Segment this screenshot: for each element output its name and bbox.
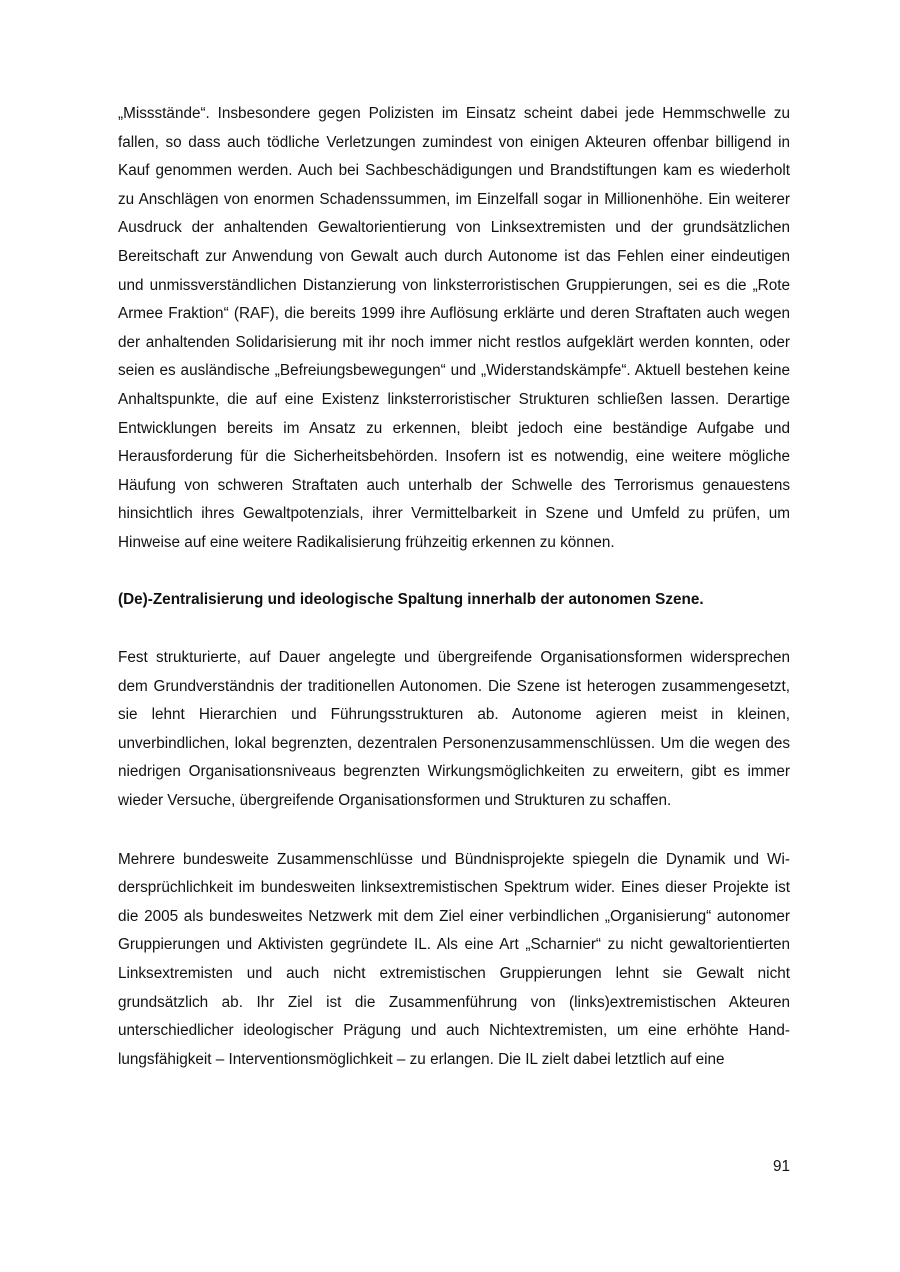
page-number: 91 — [772, 1158, 790, 1175]
page-body — [118, 100, 790, 1074]
paragraph-buendnisprojekte: Mehrere bundesweite Zusammenschlüsse und Bündnisprojekte spiegeln die Dynamik und Widersprüchlichkeit im bundesweiten linksextremistischen Spektrum wider. Eines dieser Projekte ist die 2005 als bundesweites Netzwerk mit dem Ziel einer verbindlichen „Organisierung“ autonomer Gruppierungen und Aktivisten gegründete IL. Als eine Art „Scharnier“ zu nicht gewaltorientierten Linksextremisten und auch nicht extremistischen Gruppierungen lehnt sie Gewalt nicht grundsätzlich ab. Ihr Ziel ist die Zusammenführung von (links)extremistischen Akteuren unterschiedlicher ideologischer Prägung und auch Nichtextremisten, um eine erhöhte Handlungsfähigkeit – Interventionsmöglichkeit – zu erlangen. Die IL zielt dabei letztlich auf eine — [118, 850, 790, 1068]
paragraph-gewaltorientierung: „Missstände“. Insbesondere gegen Polizisten im Einsatz scheint dabei jede Hemmschwelle zu fallen, so dass auch tödliche Verletzungen zumindest von einigen Akteuren offenbar billigend in Kauf genommen werden. Auch bei Sachbeschädigungen und Brandstiftungen kam es wiederholt zu Anschlägen von enormen Schadenssummen, im Einzelfall sogar in Millionenhöhe. Ein weiterer Ausdruck der anhaltenden Gewaltorientierung von Linksextremisten und der grundsätzlichen Bereitschaft zur Anwendung von Gewalt auch durch Autonome ist das Fehlen einer eindeutigen und unmissverständlichen Distanzierung von linksterroristischen Gruppierungen, sei es die „Rote Armee Fraktion“ (RAF), die bereits 1999 ihre Auflösung erklärte und deren Straftaten auch wegen der anhaltenden Solidarisierung mit ihr noch immer nicht restlos aufgeklärt werden konnten, oder seien es ausländische „Befreiungsbewegungen“ und „Widerstandskämpfe“. Aktuell bestehen keine Anhaltspunkte, die auf eine Existenz linksterroristischer Strukturen schließen lassen. Derartige Entwicklungen bereits im Ansatz zu erkennen, bleibt jedoch eine beständige Aufgabe und Herausforderung für die Sicherheitsbehörden. Insofern ist es notwendig, eine weitere mögliche Häufung von schweren Straftaten auch unterhalb der Schwelle des Terrorismus genauestens hinsichtlich ihres Gewaltpotenzials, ihrer Vermittelbarkeit in Szene und Umfeld zu prüfen, um Hinweise auf eine weitere Radikalisierung frühzeitig erkennen zu können. — [118, 105, 790, 551]
section-heading: (De)-Zentralisierung und ideologische Spaltung innerhalb der autonomen Szene. — [118, 590, 704, 608]
paragraph-organisationsformen: Fest strukturierte, auf Dauer angelegte und übergreifende Organisationsformen widersprechen dem Grundverständnis der traditionellen Autonomen. Die Szene ist heterogen zusammengesetzt, sie lehnt Hierarchien und Führungsstrukturen ab. Autonome agieren meist in kleinen, unverbindlichen, lokal begrenzten, dezentralen Personenzusammenschlüssen. Um die wegen des niedrigen Organisationsniveaus begrenzten Wirkungsmöglichkeiten zu erweitern, gibt es immer wieder Versuche, übergreifende Organisationsformen und Strukturen zu schaffen. — [118, 649, 790, 810]
